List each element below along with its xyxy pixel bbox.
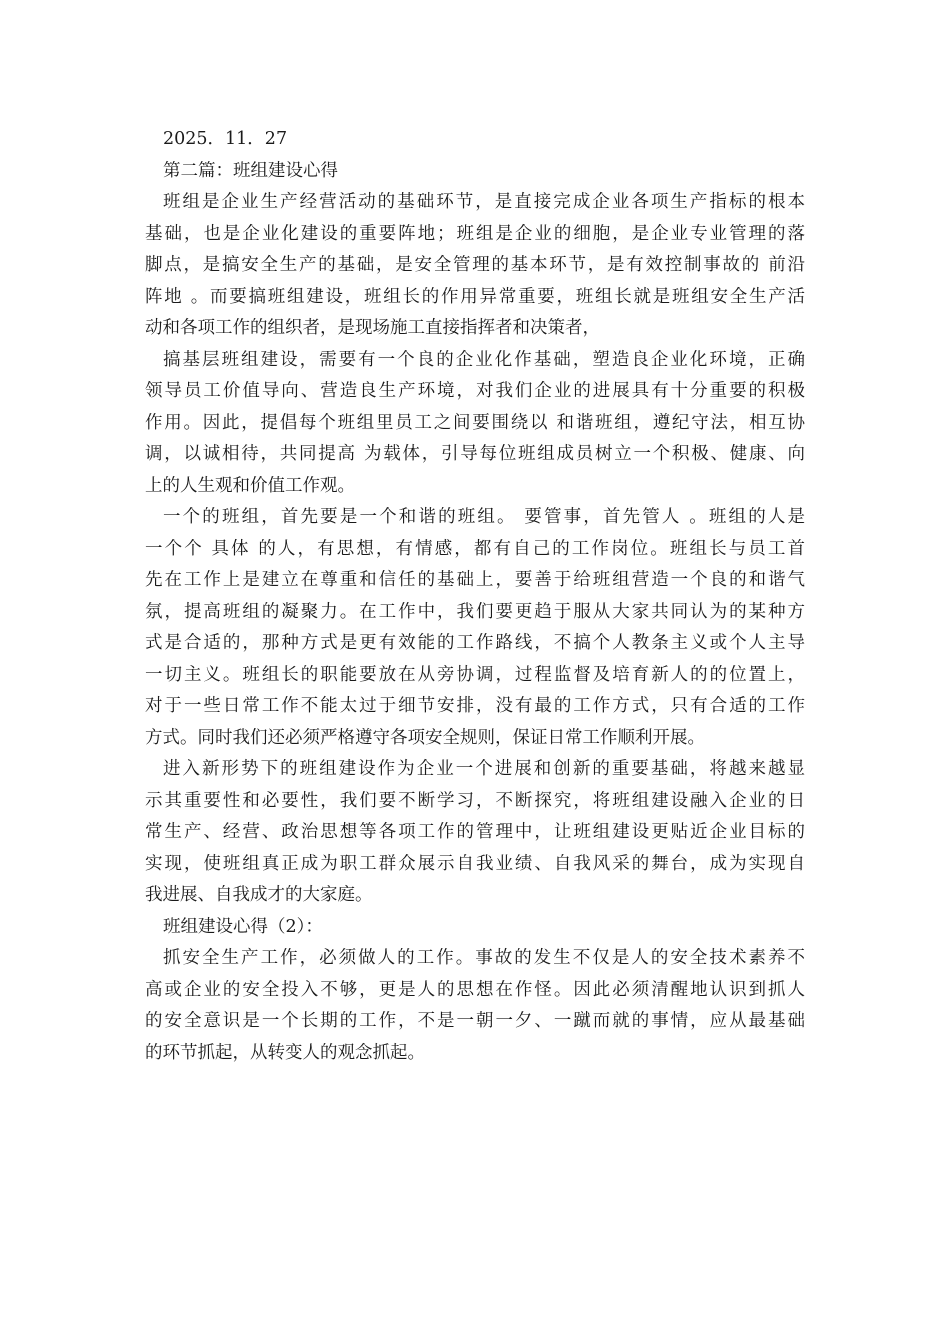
paragraph-line: 抓安全生产工作，必须做人的工作。事故的发生不仅是人的安全技术素养不 (163, 948, 805, 968)
paragraph-2 (145, 345, 805, 503)
paragraph-line: 基础，也是企业化建设的重要阵地；班组是企业的细胞，是企业专业管理的落 (145, 223, 805, 244)
paragraph-line: 对于一些日常工作不能太过于细节安排，没有最的工作方式，只有合适的工作 (145, 696, 805, 716)
paragraph-line: 的安全意识是一个长期的工作，不是一朝一夕、一蹴而就的事情，应从最基础 (145, 1011, 805, 1031)
paragraph-line: 我进展、自我成才的大家庭。 (145, 885, 373, 905)
paragraph-1 (145, 187, 805, 345)
paragraph-line: 一个个 具体 的人，有思想，有情感，都有自己的工作岗位。班组长与员工首 (145, 538, 805, 559)
paragraph-line: 搞基层班组建设，需要有一个良的企业化作基础，塑造良企业化环境，正确 (163, 349, 805, 370)
document-page (145, 124, 805, 1069)
paragraph-line: 脚点，是搞安全生产的基础，是安全管理的基本环节，是有效控制事故的 前沿 (145, 255, 805, 275)
paragraph-line: 一个的班组，首先要是一个和谐的班组。 要管事，首先管人 。班组的人是 (163, 507, 805, 527)
paragraph-line: 动和各项工作的组织者，是现场施工直接指挥者和决策者， (145, 318, 600, 338)
paragraph-line: 作用。因此，提倡每个班组里员工之间要围绕以 和谐班组，遵纪守法，相互协 (145, 412, 805, 433)
paragraph-line: 先在工作上是建立在尊重和信任的基础上，要善于给班组营造一个良的和谐气 (145, 570, 805, 590)
paragraph-5 (145, 943, 805, 1069)
paragraph-4 (145, 754, 805, 912)
paragraph-3 (145, 502, 805, 754)
paragraph-line: 方式。同时我们还必须严格遵守各项安全规则，保证日常工作顺利开展。 (145, 727, 705, 748)
paragraph-line: 上的人生观和价值工作观。 (145, 475, 355, 496)
paragraph-line: 氛，提高班组的凝聚力。在工作中，我们要更趋于服从大家共同认为的某种方 (145, 601, 805, 622)
paragraph-line: 常生产、经营、政治思想等各项工作的管理中，让班组建设更贴近企业目标的 (145, 822, 805, 842)
paragraph-line: 实现，使班组真正成为职工群众展示自我业绩、自我风采的舞台，成为实现自 (145, 853, 805, 874)
document-date: 2025．11．27 (163, 129, 288, 149)
paragraph-line: 领导员工价值导向、营造良生产环境，对我们企业的进展具有十分重要的积极 (145, 381, 805, 401)
paragraph-line: 的环节抓起，从转变人的观念抓起。 (145, 1042, 425, 1063)
document-subheading: 班组建设心得（2）： (163, 916, 323, 937)
document-heading: 第二篇：班组建设心得 (163, 160, 338, 181)
paragraph-line: 调，以诚相待，共同提高 为载体，引导每位班组成员树立一个积极、健康、向 (145, 444, 805, 464)
paragraph-line: 阵地 。而要搞班组建设，班组长的作用异常重要，班组长就是班组安全生产活 (145, 286, 805, 307)
paragraph-line: 示其重要性和必要性，我们要不断学习，不断探究，将班组建设融入企业的日 (145, 790, 805, 811)
paragraph-line: 式是合适的，那种方式是更有效能的工作路线，不搞个人教条主义或个人主导 (145, 633, 805, 653)
paragraph-line: 班组是企业生产经营活动的基础环节，是直接完成企业各项生产指标的根本 (163, 192, 805, 212)
paragraph-line: 一切主义。班组长的职能要放在从旁协调，过程监督及培育新人的的位置上， (145, 664, 805, 685)
paragraph-line: 高或企业的安全投入不够，更是人的思想在作怪。因此必须清醒地认识到抓人 (145, 979, 805, 1000)
paragraph-line: 进入新形势下的班组建设作为企业一个进展和创新的重要基础，将越来越显 (163, 759, 805, 779)
